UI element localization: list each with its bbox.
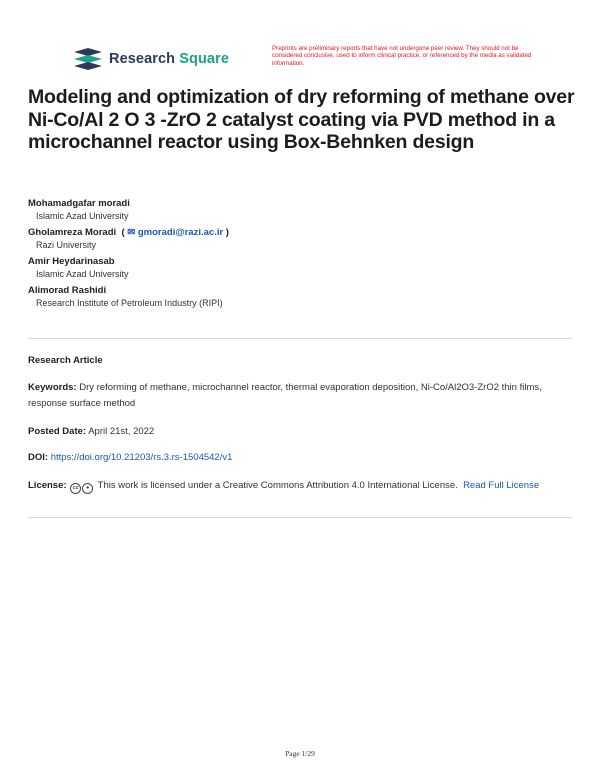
license-text: This work is licensed under a Creative Commons Attribution 4.0 International License.	[97, 480, 458, 491]
envelope-icon: ✉	[127, 227, 136, 238]
author-name: Amir Heydarinasab	[28, 256, 115, 267]
creative-commons-icon: cc	[70, 483, 81, 494]
page-number: Page 1/29	[285, 749, 315, 758]
preprint-notice: Preprints are preliminary reports that have not undergone peer review. They should not be considered conclusive, used to inform clinical practice, or referenced by the media as validated information.	[272, 45, 532, 67]
author-name: Alimorad Rashidi	[28, 285, 107, 296]
author-name: Mohamadgafar moradi	[28, 198, 130, 209]
paper-title: Modeling and optimization of dry reforming of methane over Ni-Co/Al 2 O 3 -ZrO 2 catalyst coating via PVD method in a microchannel reactor using Box-Behnken design	[28, 86, 575, 153]
keywords	[28, 380, 572, 412]
author-entry	[28, 284, 568, 310]
author-affiliation: Islamic Azad University	[36, 211, 129, 221]
posted-date	[28, 424, 572, 440]
doi-label: DOI:	[28, 452, 49, 463]
posted-date-value: April 21st, 2022	[88, 426, 155, 437]
divider	[28, 338, 572, 339]
brand-name	[109, 51, 229, 67]
doi	[28, 450, 572, 466]
divider	[28, 517, 572, 518]
cc-license-icons	[70, 483, 93, 494]
author-affiliation: Islamic Azad University	[36, 269, 129, 279]
author-list	[28, 197, 568, 313]
author-entry	[28, 197, 568, 223]
keywords-value: Dry reforming of methane, microchannel reactor, thermal evaporation deposition, Ni-Co/Al2O3-ZrO2 thin films, response surface method	[28, 382, 542, 409]
posted-date-label: Posted Date:	[28, 426, 87, 437]
license	[28, 478, 572, 494]
author-affiliation: Research Institute of Petroleum Industry (RIPI)	[36, 298, 223, 308]
author-name: Gholamreza Moradi	[28, 227, 117, 238]
attribution-icon: ●	[82, 483, 93, 494]
author-entry	[28, 255, 568, 281]
author-affiliation: Razi University	[36, 240, 97, 250]
doi-link[interactable]: https://doi.org/10.21203/rs.3.rs-1504542/v1	[50, 452, 233, 463]
brand-name-part2: Square	[179, 51, 229, 67]
author-entry	[28, 226, 568, 252]
corresponding-author: Gholamreza Moradi ( ✉ gmoradi@razi.ac.ir )	[28, 227, 229, 238]
research-square-logo[interactable]	[74, 48, 229, 70]
read-full-license-link[interactable]: Read Full License	[463, 480, 540, 491]
author-email: gmoradi@razi.ac.ir	[137, 227, 224, 238]
keywords-label: Keywords:	[28, 382, 77, 393]
article-type: Research Article	[28, 355, 103, 366]
brand-name-part1: Research	[109, 51, 176, 67]
research-square-logo-icon	[74, 48, 102, 70]
license-label: License:	[28, 480, 67, 491]
author-email-link[interactable]	[127, 227, 223, 238]
